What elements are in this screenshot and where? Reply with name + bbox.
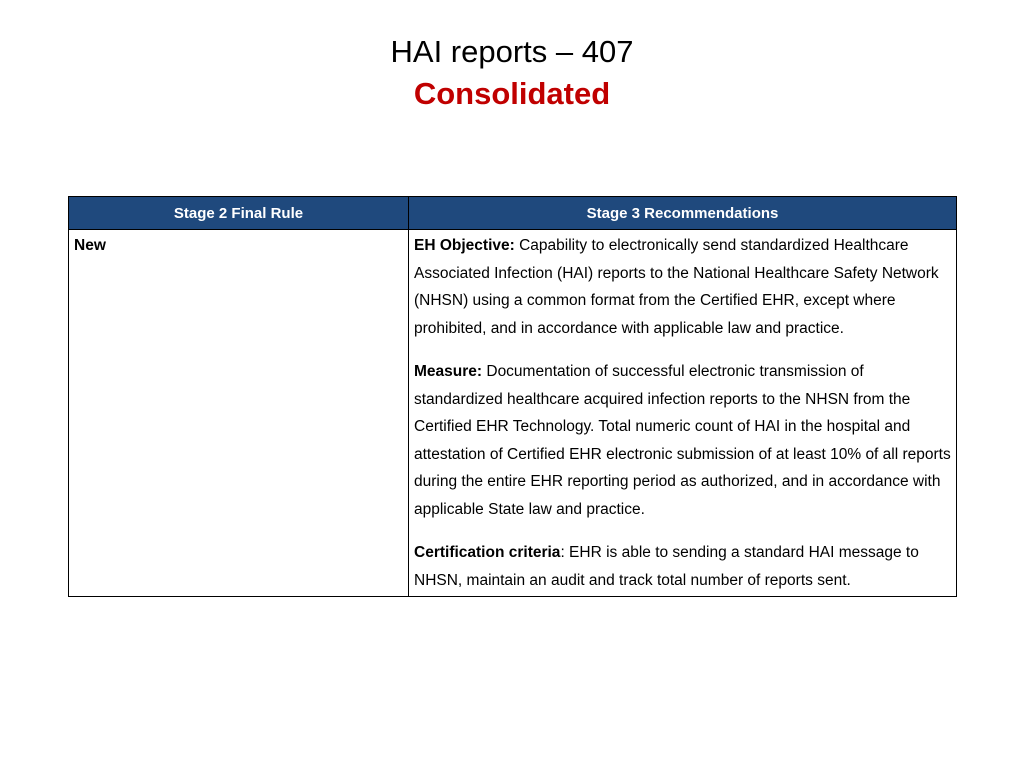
slide-title-block — [0, 30, 1024, 114]
stage2-cell: New — [69, 230, 409, 597]
measure-text: Documentation of successful electronic transmission of standardized healthcare acquired infection reports to the NHSN from the Certified EHR Technology. Total numeric count of HAI in the hospital and attestation of Certified EHR electronic submission of at least 10% of all reports during the entire EHR reporting period as authorized, and in accordance with applicable State law and practice. — [414, 363, 951, 518]
measure-paragraph — [414, 358, 951, 523]
table-row — [69, 230, 957, 597]
eh-objective-paragraph — [414, 232, 951, 342]
slide-title: HAI reports – 407 — [390, 34, 634, 69]
certification-paragraph — [414, 539, 951, 594]
measure-label: Measure: — [414, 363, 483, 380]
table-header-row — [69, 197, 957, 230]
eh-objective-label: EH Objective: — [414, 237, 515, 254]
certification-label: Certification criteria — [414, 544, 561, 561]
comparison-table — [68, 196, 957, 597]
header-stage3: Stage 3 Recommendations — [409, 197, 957, 230]
slide-subtitle: Consolidated — [413, 76, 611, 111]
certification-text: : EHR is able to sending a standard HAI message to NHSN, maintain an audit and track total number of reports sent. — [414, 544, 919, 589]
header-stage2: Stage 2 Final Rule — [69, 197, 409, 230]
stage3-cell — [409, 230, 957, 597]
eh-objective-text: Capability to electronically send standardized Healthcare Associated Infection (HAI) reports to the National Healthcare Safety Network (NHSN) using a common format from the Certified EHR, except where prohibited, and in accordance with applicable law and practice. — [414, 237, 939, 337]
